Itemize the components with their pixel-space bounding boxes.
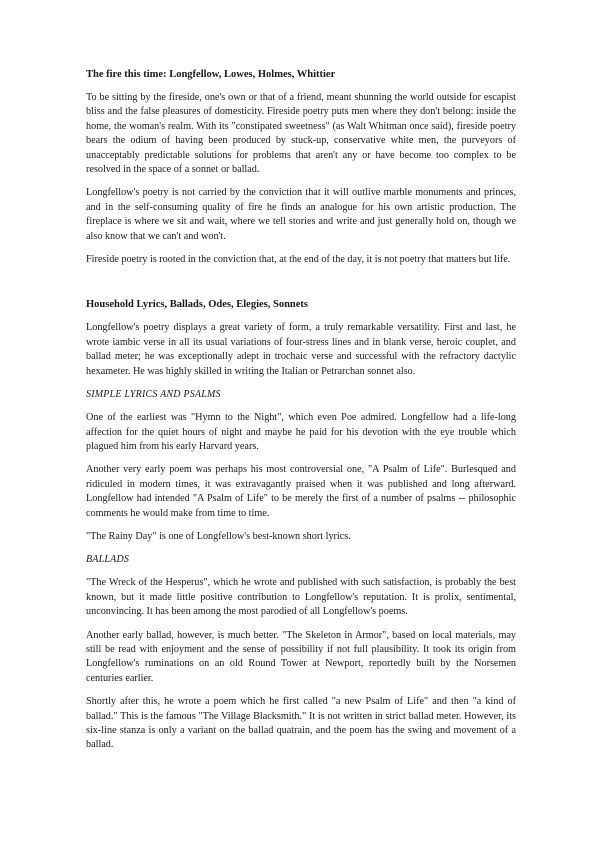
paragraph: Another early ballad, however, is much better. "The Skeleton in Armor", based on local materials, may still be read with enjoyment and the sense of possibility if not full plausibility. It took its origin from Longfellow's ruminations on an old Round Tower at Newport, reportedly built by the Norsemen centuries earlier. — [86, 629, 516, 684]
document-page — [86, 68, 516, 762]
paragraph: "The Wreck of the Hesperus", which he wrote and published with such satisfaction, is probably the best known, but it made little positive contribution to Longfellow's reputation. It is prolix, sentimental, unconvincing. It has been among the most parodied of all Longfellow's poems. — [86, 577, 516, 618]
paragraph: Longfellow's poetry is not carried by the conviction that it will outlive marble monuments and princes, and in the self-consuming quality of fire he finds an analogue for his own artistic production. The fireplace is where we sit and wait, where we tell stories and write and just generally hold on, though we also know that we can't and won't. — [86, 187, 516, 242]
section-spacer — [86, 276, 516, 298]
paragraph: Another very early poem was perhaps his most controversial one, "A Psalm of Life". Burlesqued and ridiculed in modern times, it was extravagantly praised when it was published and long afterward. Longfellow had intended "A Psalm of Life" to be merely the first of a number of psalms -- philosophic comments he would make from time to time. — [86, 464, 516, 519]
paragraph: Longfellow's poetry displays a great variety of form, a truly remarkable versatility. First and last, he wrote iambic verse in all its usual variations of four-stress lines and in blank verse, heroic couplet, and ballad meter; he was exceptionally adept in trochaic verse and successful with the refractory dactylic hexameter. He was highly skilled in writing the Italian or Petrarchan sonnet also. — [86, 322, 516, 377]
subheading-simple-lyrics: SIMPLE LYRICS AND PSALMS — [86, 389, 221, 401]
paragraph: To be sitting by the fireside, one's own or that of a friend, meant shunning the world outside for escapist bliss and the false pleasures of domesticity. Fireside poetry puts men where they don't belong: inside the home, the woman's realm. With its "constipated sweetness" (as Walt Whitman once said), fireside poetry bears the odium of having been produced by stuck-up, conservative white men, the purveyors of unacceptably predictable solutions for problems that aren't any or have become too complex to be resolved in the space of a sonnet or ballad. — [86, 92, 516, 176]
section-title-fire: The fire this time: Longfellow, Lowes, Holmes, Whittier — [86, 69, 336, 80]
paragraph: One of the earliest was "Hymn to the Night", which even Poe admired. Longfellow had a life-long affection for the quiet hours of night and maybe he paid for his devotion with the eye trouble which plagued him from his early Harvard years. — [86, 412, 516, 452]
subheading-ballads: BALLADS — [86, 554, 130, 566]
paragraph: "The Rainy Day" is one of Longfellow's best-known short lyrics. — [86, 530, 351, 542]
paragraph: Fireside poetry is rooted in the conviction that, at the end of the day, it is not poetry that matters but life. — [86, 254, 511, 266]
paragraph: Shortly after this, he wrote a poem which he first called "a new Psalm of Life" and then "a kind of ballad." This is the famous "The Village Blacksmith." It is not written in strict ballad meter. However, its six-line stanza is only a variant on the ballad quatrain, and the poem has the swing and movement of a ballad. — [86, 696, 516, 751]
section-title-household-lyrics: Household Lyrics, Ballads, Odes, Elegies, Sonnets — [86, 299, 308, 311]
